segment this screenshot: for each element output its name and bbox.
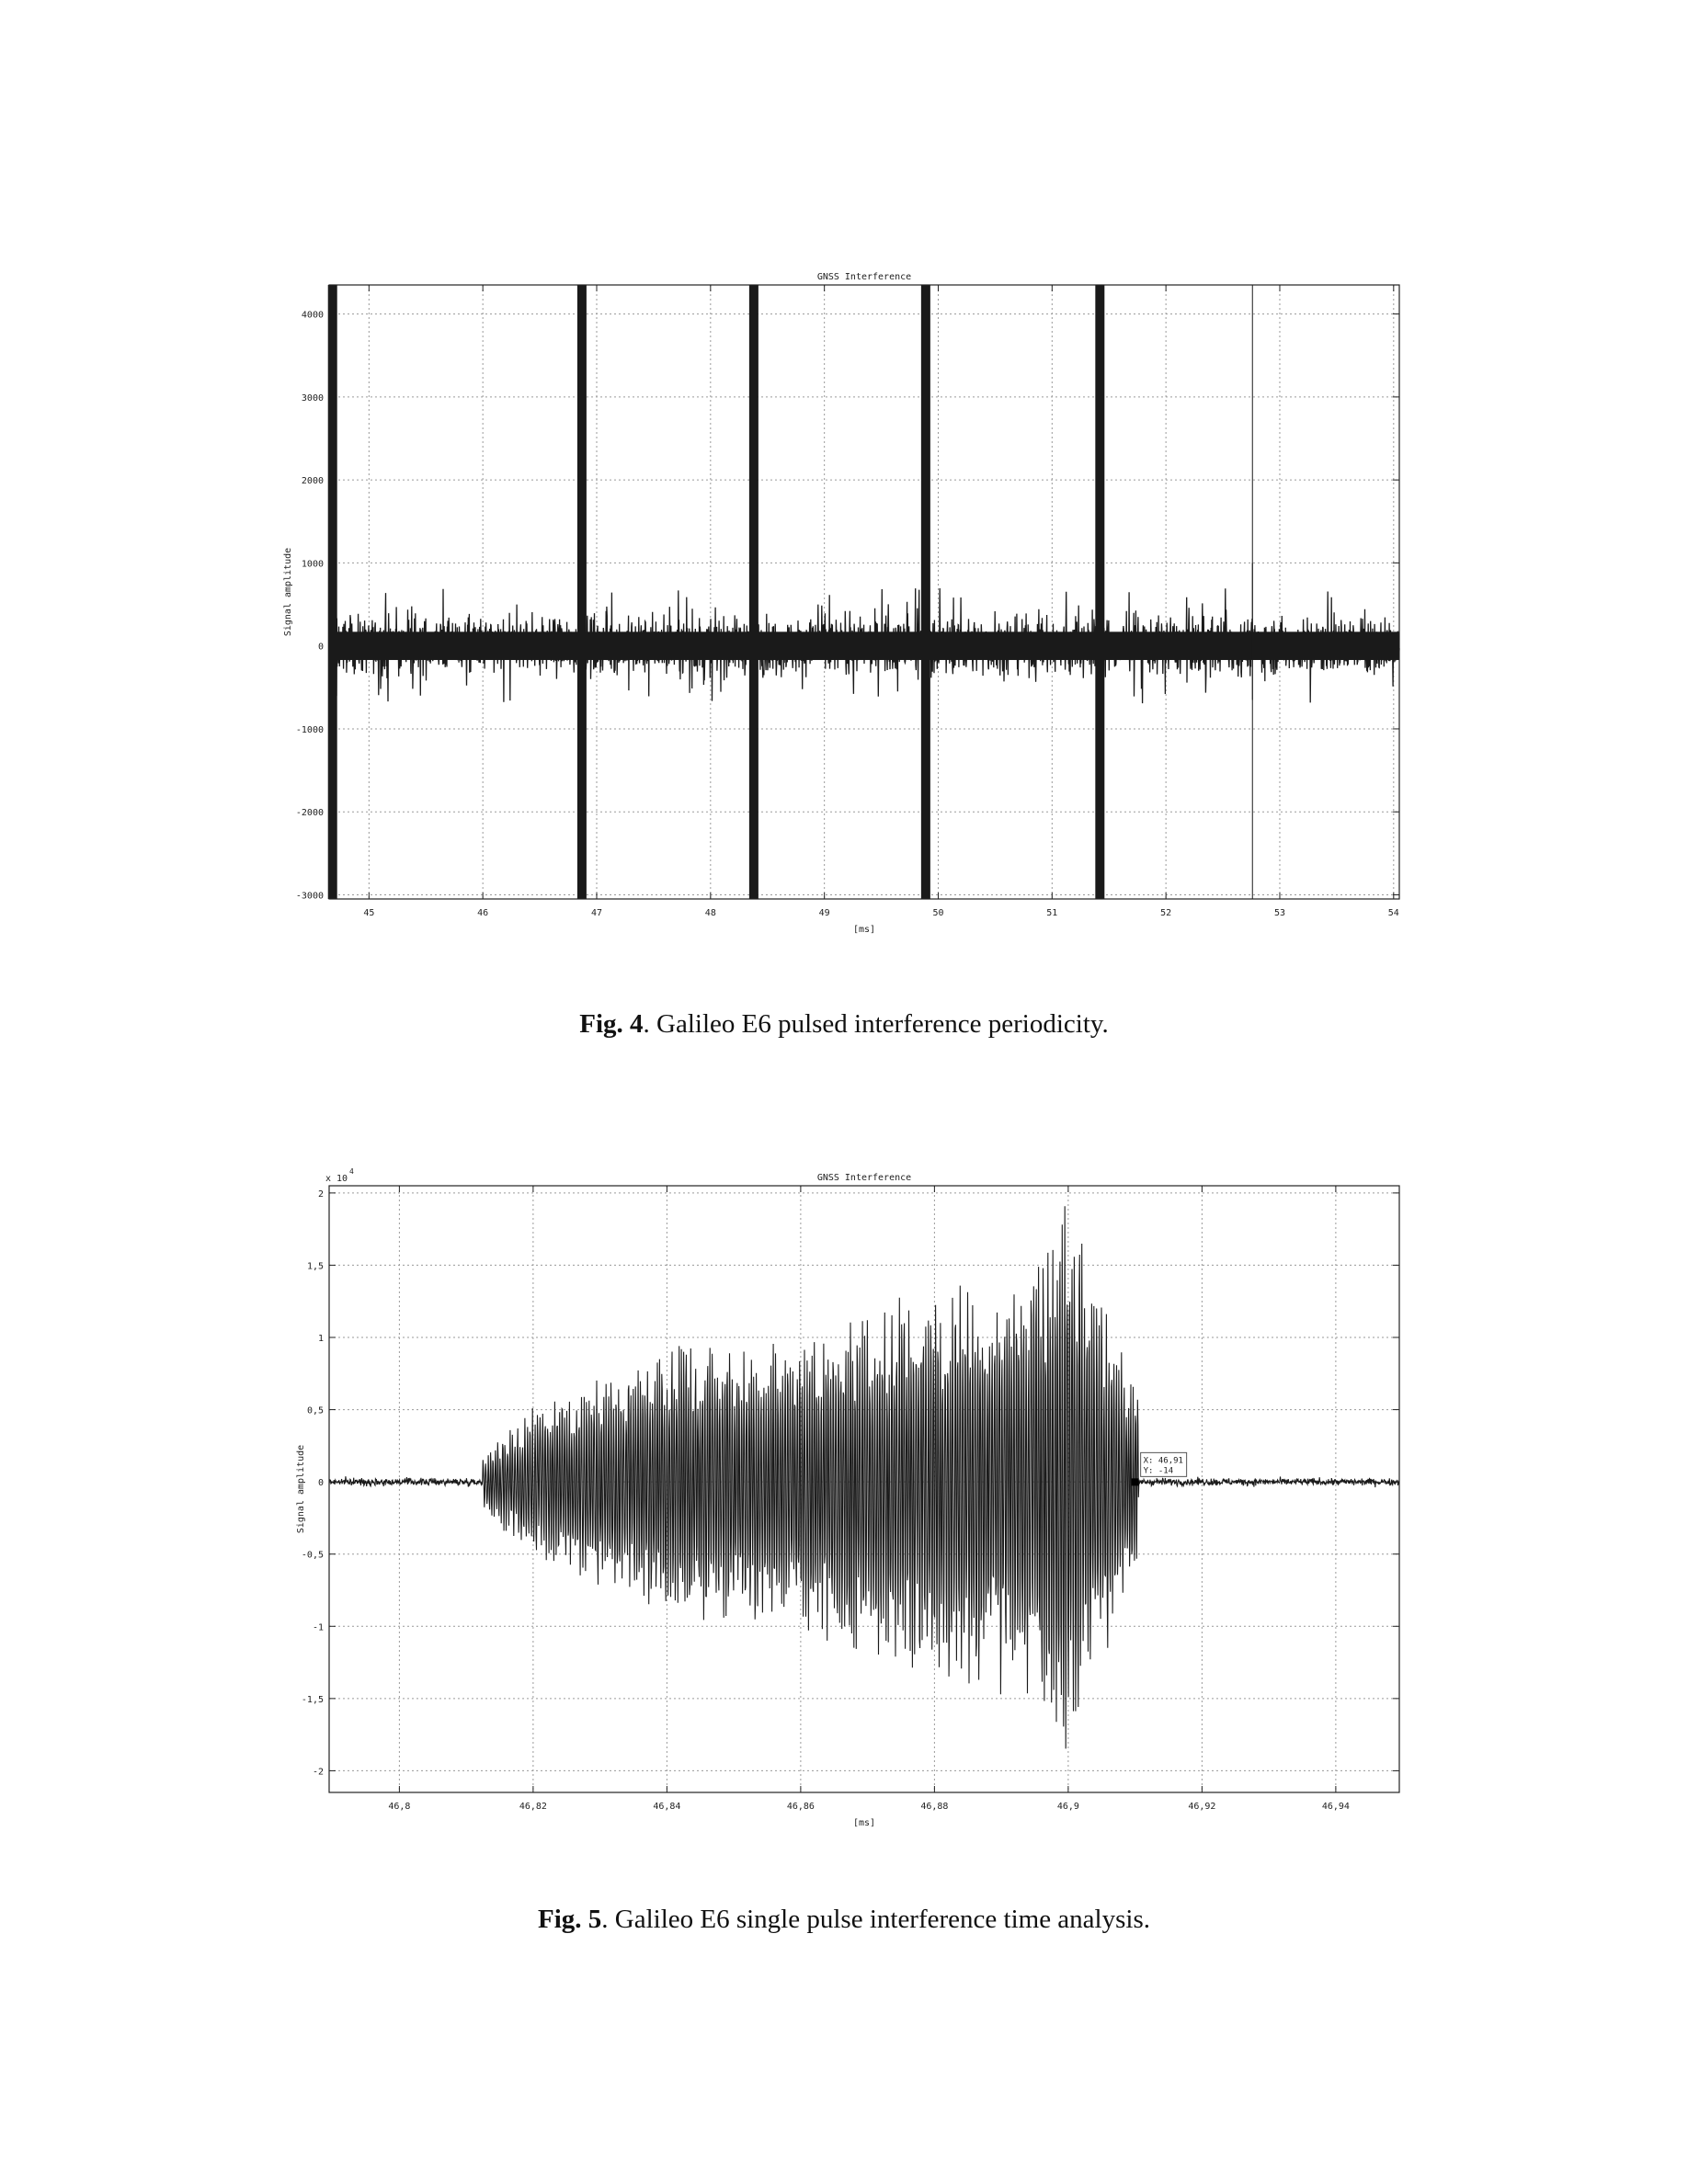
y-tick-label: -2000 [295, 808, 324, 819]
y-tick-label: 0 [317, 1478, 324, 1489]
datatip-x-label: X: 46,91 [1143, 1456, 1183, 1466]
signal-core-band [329, 631, 1399, 660]
y-tick-label: 2 [317, 1189, 324, 1200]
datatip-y-label: Y: -14 [1143, 1466, 1174, 1476]
y-multiplier-exponent: 4 [349, 1167, 354, 1176]
x-tick-label: 46,86 [786, 1802, 815, 1812]
x-tick-label: 52 [1160, 908, 1172, 918]
x-tick-label: 46,84 [653, 1802, 681, 1812]
y-axis-label: Signal amplitude [283, 547, 293, 637]
chart-title: GNSS Interference [816, 272, 912, 282]
y-tick-label: -1000 [295, 724, 324, 735]
x-tick-label: 48 [704, 908, 716, 918]
y-axis-label: Signal amplitude [296, 1444, 306, 1534]
x-tick-label: 46 [477, 908, 489, 918]
plot-border [329, 285, 1399, 899]
x-axis-label: [ms] [852, 1818, 876, 1828]
figure-5 [0, 1158, 1688, 1857]
y-tick-label: 0 [317, 642, 324, 653]
signal-trace [329, 1206, 1399, 1748]
x-tick-label: 46,9 [1056, 1802, 1079, 1812]
figure-4-caption [0, 1009, 1688, 1040]
x-tick-label: 46,94 [1321, 1802, 1350, 1812]
x-tick-label: 53 [1273, 908, 1286, 918]
y-tick-label: -1,5 [301, 1694, 324, 1705]
figure-4 [0, 257, 1688, 947]
pulse-bar [1095, 285, 1104, 899]
y-tick-label: -0,5 [301, 1550, 324, 1561]
chart-4-svg [0, 257, 1688, 947]
x-tick-label: 49 [818, 908, 830, 918]
x-tick-label: 46,82 [519, 1802, 547, 1812]
y-tick-label: 1,5 [306, 1261, 324, 1272]
figure-5-caption [0, 1905, 1688, 1935]
y-tick-label: 1000 [301, 559, 324, 570]
y-tick-label: 0,5 [306, 1405, 324, 1416]
x-tick-label: 46,92 [1188, 1802, 1216, 1812]
y-tick-label: -2 [312, 1767, 324, 1778]
figure-5-caption-text: . Galileo E6 single pulse interference time analysis. [601, 1905, 1150, 1934]
x-tick-label: 47 [590, 908, 603, 918]
figure-4-caption-text: . Galileo E6 pulsed interference periodicity. [643, 1009, 1109, 1039]
x-tick-label: 50 [932, 908, 944, 918]
x-tick-label: 45 [363, 908, 375, 918]
chart-title: GNSS Interference [816, 1173, 912, 1183]
pulse-bar [577, 285, 587, 899]
chart-5-svg [0, 1158, 1688, 1857]
y-multiplier: x 10 [325, 1174, 348, 1184]
y-tick-label: -1 [312, 1622, 324, 1633]
x-tick-label: 46,8 [388, 1802, 411, 1812]
datatip-marker [1132, 1478, 1139, 1485]
figure-4-caption-label: Fig. 4 [579, 1009, 644, 1039]
y-tick-label: 4000 [301, 310, 324, 321]
pulse-bar [749, 285, 758, 899]
x-tick-label: 51 [1046, 908, 1058, 918]
y-tick-label: 1 [317, 1334, 324, 1344]
x-tick-label: 54 [1387, 908, 1399, 918]
x-tick-label: 46,88 [920, 1802, 949, 1812]
figure-5-caption-label: Fig. 5 [537, 1905, 602, 1934]
y-tick-label: -3000 [295, 891, 324, 902]
y-tick-label: 3000 [301, 392, 324, 404]
x-axis-label: [ms] [852, 925, 876, 935]
y-tick-label: 2000 [301, 476, 324, 487]
pulse-bar [921, 285, 930, 899]
